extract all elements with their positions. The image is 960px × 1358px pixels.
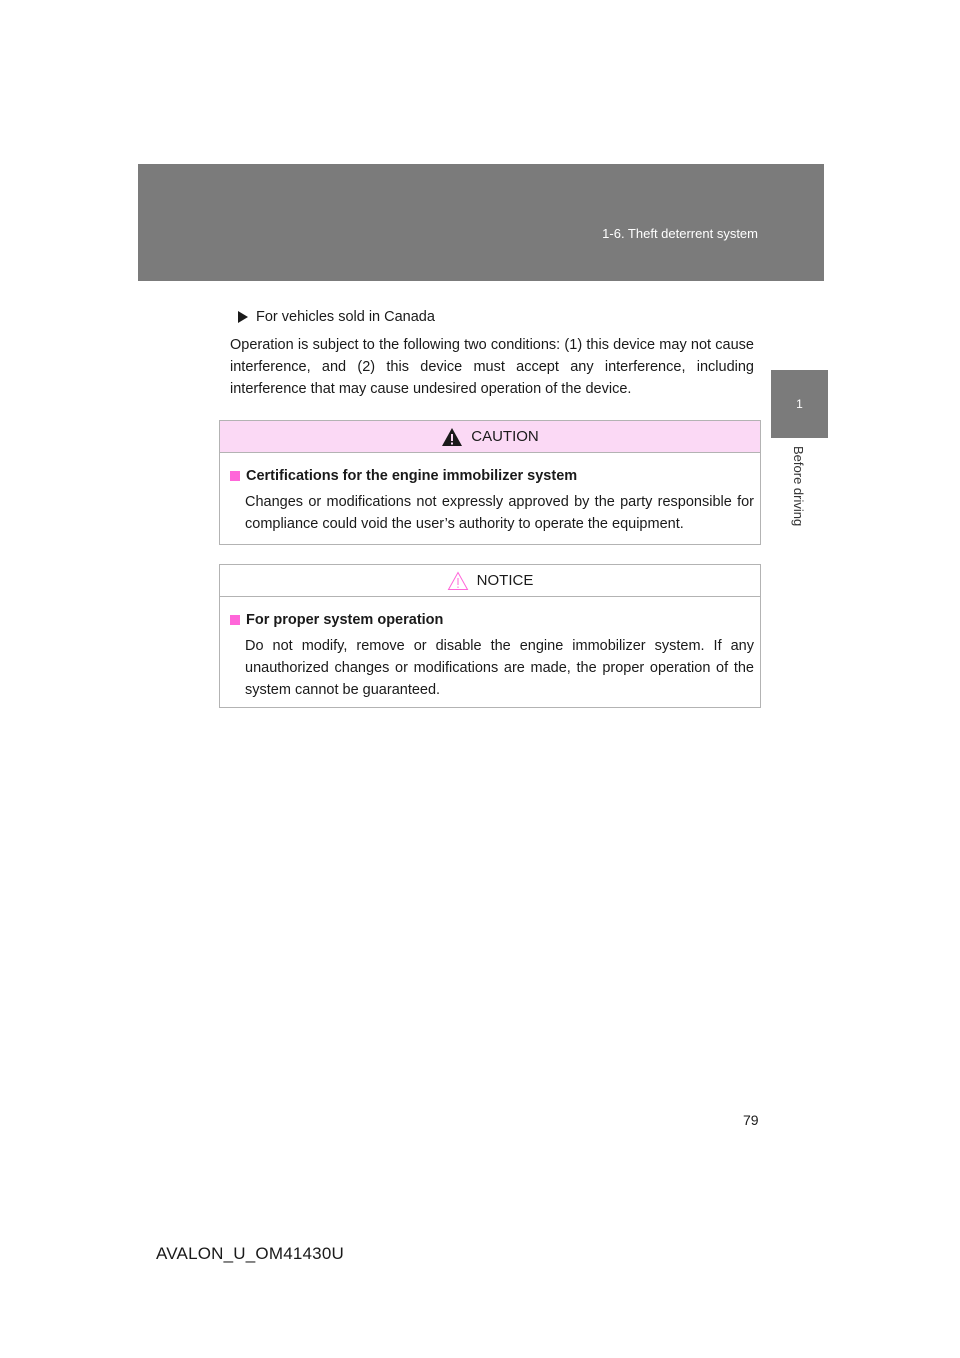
bullet-line — [238, 306, 754, 328]
caution-text: Changes or modifications not expressly approved by the party responsible for compliance could void the user’s authority to operate the equipment. — [245, 494, 754, 532]
notice-heading — [230, 609, 754, 631]
notice-text: Do not modify, remove or disable the engine immobilizer system. If any unauthorized changes or modifications are made, the proper operation of the system cannot be guaranteed. — [245, 638, 754, 698]
intro-section — [230, 306, 754, 400]
warning-outline-icon — [447, 571, 469, 591]
notice-box — [219, 564, 761, 708]
header-band — [138, 164, 824, 281]
intro-paragraph: Operation is subject to the following two conditions: (1) this device may not cause interference, and (2) this device must accept any interference, including interference that may cause undesired operation of the device. — [230, 337, 754, 397]
warning-filled-icon — [441, 427, 463, 447]
notice-heading-text: For proper system operation — [246, 612, 444, 628]
notice-title: NOTICE — [476, 572, 534, 589]
chapter-tab-label: Before driving — [791, 446, 806, 527]
caution-heading-text: Certifications for the engine immobilizer system — [246, 468, 578, 484]
notice-body — [220, 597, 760, 701]
square-bullet-icon — [230, 471, 240, 481]
bullet-text: For vehicles sold in Canada — [256, 309, 435, 325]
square-bullet-icon — [230, 615, 240, 625]
caution-body — [220, 453, 760, 535]
section-title: 1-6. Theft deterrent system — [602, 226, 758, 241]
notice-header — [220, 565, 760, 597]
caution-heading — [230, 465, 754, 487]
arrow-right-icon — [238, 311, 248, 323]
chapter-tab-number: 1 — [771, 370, 828, 438]
caution-header — [220, 421, 760, 453]
page-number: 79 — [743, 1112, 759, 1128]
caution-title: CAUTION — [471, 428, 539, 445]
caution-box — [219, 420, 761, 545]
document-code: AVALON_U_OM41430U — [156, 1244, 344, 1263]
